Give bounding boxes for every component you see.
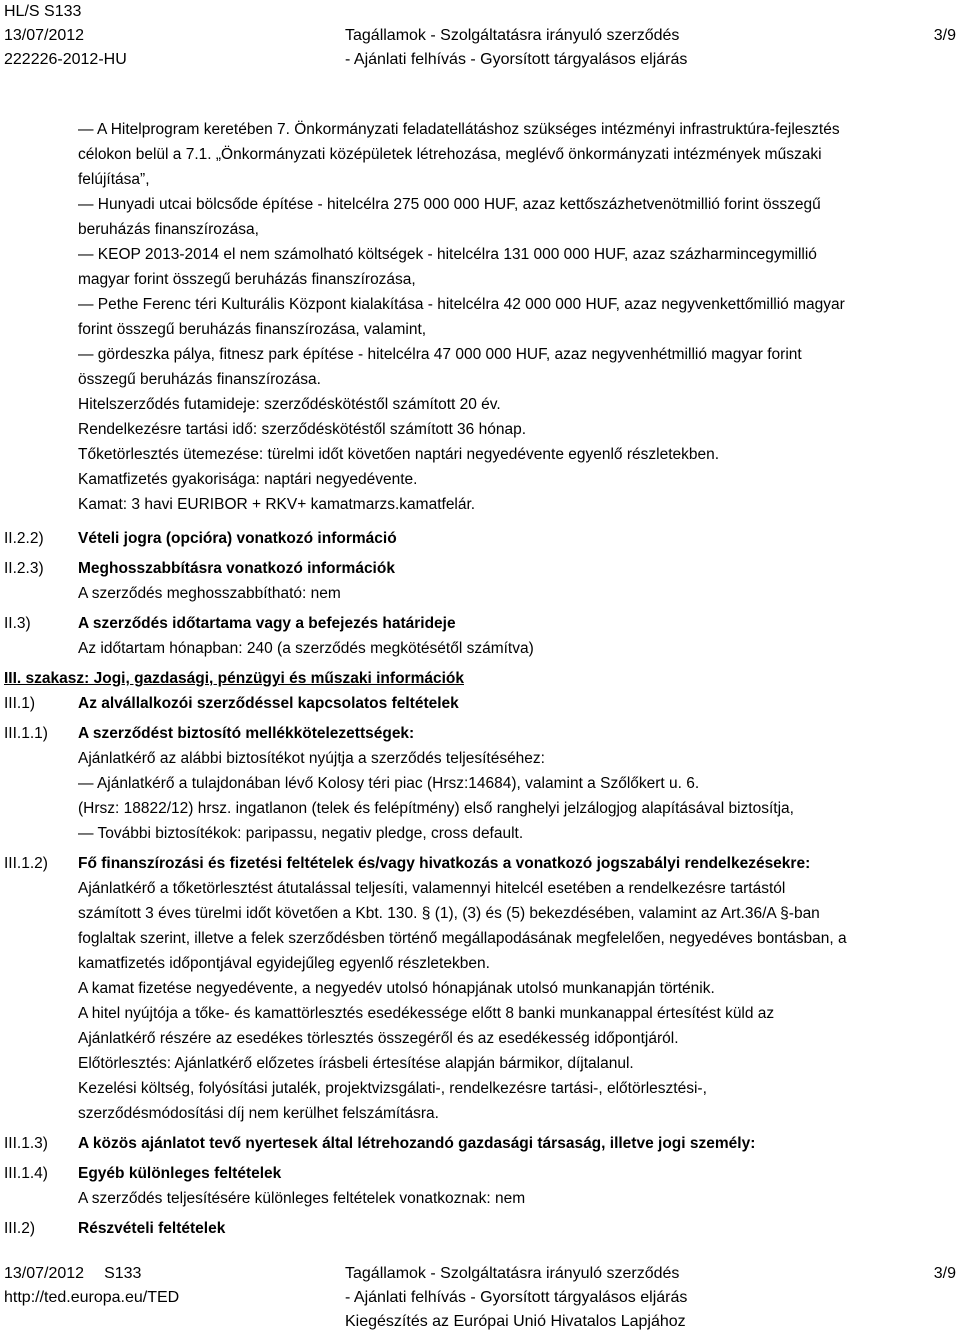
text-line: Kezelési költség, folyósítási jutalék, projektvizsgálati-, rendelkezésre tartási-, előtörlesztési-,: [78, 1080, 707, 1097]
text-line: Hitelszerződés futamideje: szerződéskötéstől számított 20 év.: [78, 396, 501, 413]
paragraph: [4, 392, 956, 417]
footer-title-line2: - Ajánlati felhívás - Gyorsított tárgyalásos eljárás: [345, 1289, 688, 1306]
paragraph: [4, 876, 956, 901]
text-line: Ajánlatkérő az alábbi biztosítékot nyújtja a szerződés teljesítéséhez:: [78, 750, 545, 767]
text-line: Az időtartam hónapban: 240 (a szerződés megkötésétől számítva): [78, 640, 534, 657]
paragraph: [4, 217, 956, 242]
text-line: Kamat: 3 havi EURIBOR + RKV+ kamatmarzs.kamatfelár.: [78, 496, 476, 513]
footer-date: 13/07/2012: [4, 1265, 85, 1282]
section-title: A szerződés időtartama vagy a befejezés határideje: [78, 615, 456, 632]
paragraph: [4, 796, 956, 821]
footer-title-line1: Tagállamok - Szolgáltatásra irányuló szerződés: [345, 1265, 680, 1282]
section-iii-1-1: [4, 721, 956, 746]
section-iii-2: [4, 1216, 956, 1241]
paragraph: [4, 292, 956, 317]
paragraph: [4, 367, 956, 392]
text-line: A szerződés teljesítésére különleges feltételek vonatkoznak: nem: [78, 1190, 526, 1207]
section-number: III.1.1): [4, 725, 48, 742]
section-number: II.2.3): [4, 560, 44, 577]
text-line: felújítása”,: [78, 171, 150, 188]
journal-ref: HL/S S133: [4, 3, 82, 20]
paragraph: [4, 976, 956, 1001]
paragraph: [4, 926, 956, 951]
header-date: 13/07/2012: [4, 27, 85, 44]
section-number: III.1.4): [4, 1165, 48, 1182]
section-title: Egyéb különleges feltételek: [78, 1165, 282, 1182]
paragraph: [4, 142, 956, 167]
part-title: III. szakasz: Jogi, gazdasági, pénzügyi és műszaki információk: [4, 670, 464, 687]
paragraph: [4, 117, 956, 142]
section-number: III.1.2): [4, 855, 48, 872]
document-id: 222226-2012-HU: [4, 51, 127, 68]
paragraph: [4, 1001, 956, 1026]
text-line: forint összegű beruházás finanszírozása, valamint,: [78, 321, 427, 338]
paragraph: [4, 1051, 956, 1076]
section-title: A közös ajánlatot tevő nyertesek által létrehozandó gazdasági társaság, illetve jogi személy:: [78, 1135, 756, 1152]
section-iii-heading: [4, 666, 956, 691]
text-line: számított 3 éves türelmi időt követően a Kbt. 130. § (1), (3) és (5) bekezdésében, valamint az Art.36/A §-ban: [78, 905, 820, 922]
section-title: Az alvállalkozói szerződéssel kapcsolatos feltételek: [78, 695, 459, 712]
paragraph: [4, 901, 956, 926]
paragraph: [4, 467, 956, 492]
section-number: II.3): [4, 615, 31, 632]
text-line: összegű beruházás finanszírozása.: [78, 371, 321, 388]
paragraph: [4, 1101, 956, 1126]
section-iii-1-2: [4, 851, 956, 876]
footer-page-number: 3/9: [933, 1265, 956, 1282]
section-iii-1-4: [4, 1161, 956, 1186]
paragraph: [4, 746, 956, 771]
text-line: beruházás finanszírozása,: [78, 221, 259, 238]
paragraph: [4, 1076, 956, 1101]
footer-title: [345, 1262, 687, 1334]
paragraph: [4, 417, 956, 442]
paragraph: [4, 636, 956, 661]
text-line: — KEOP 2013-2014 el nem számolható költségek - hitelcélra 131 000 000 HUF, azaz százharmincegymillió: [78, 246, 817, 263]
footer-left: [4, 1262, 179, 1310]
footer-right: [934, 1262, 956, 1286]
text-line: — További biztosítékok: paripassu, negativ pledge, cross default.: [78, 825, 524, 842]
text-line: Kamatfizetés gyakorisága: naptári negyedévente.: [78, 471, 418, 488]
section-iii-1: [4, 691, 956, 716]
section-number: II.2.2): [4, 530, 44, 547]
section-ii-3: [4, 611, 956, 636]
text-line: A kamat fizetése negyedévente, a negyedév utolsó hónapjának utolsó munkanapján történik.: [78, 980, 715, 997]
text-line: Előtörlesztés: Ajánlatkérő előzetes írásbeli értesítése alapján bármikor, díjtalanul.: [78, 1055, 634, 1072]
paragraph: [4, 442, 956, 467]
text-line: — A Hitelprogram keretében 7. Önkormányzati feladatellátáshoz szükséges intézményi infrastruktúra-fejlesztés: [78, 121, 840, 138]
header-title-line2: - Ajánlati felhívás - Gyorsított tárgyalásos eljárás: [345, 51, 688, 68]
text-line: — Pethe Ferenc téri Kulturális Központ kialakítása - hitelcélra 42 000 000 HUF, azaz negyvenkettőmillió magyar: [78, 296, 845, 313]
paragraph: [4, 242, 956, 267]
paragraph: [4, 492, 956, 517]
text-line: A hitel nyújtója a tőke- és kamattörlesztés esedékessége előtt 8 banki munkanappal értesítést küld az: [78, 1005, 775, 1022]
text-line: célokon belül a 7.1. „Önkormányzati középületek létrehozása, meglévő önkormányzati intézmények műszaki: [78, 146, 822, 163]
header-title: [345, 0, 687, 72]
header-left: [4, 0, 127, 72]
text-line: — Hunyadi utcai bölcsőde építése - hitelcélra 275 000 000 HUF, azaz kettőszázhetvenötmillió forint összegű: [78, 196, 821, 213]
document-body: [4, 117, 956, 1241]
paragraph: [4, 771, 956, 796]
footer-series: S133: [104, 1265, 142, 1282]
paragraph: [4, 581, 956, 606]
section-iii-1-3: [4, 1131, 956, 1156]
section-title: Vételi jogra (opcióra) vonatkozó információ: [78, 530, 397, 547]
text-line: Ajánlatkérő részére az esedékes törlesztés összegéről és az esedékesség időpontjáról.: [78, 1030, 679, 1047]
header-title-line1: Tagállamok - Szolgáltatásra irányuló szerződés: [345, 27, 680, 44]
section-ii-2-3: [4, 556, 956, 581]
paragraph: [4, 1026, 956, 1051]
footer-url: http://ted.europa.eu/TED: [4, 1289, 180, 1306]
paragraph: [4, 821, 956, 846]
paragraph: [4, 267, 956, 292]
header-page-number: 3/9: [933, 27, 956, 44]
text-line: magyar forint összegű beruházás finanszírozása,: [78, 271, 416, 288]
text-line: foglaltak szerint, illetve a felek szerződésben történő megállapodásának megfelelően, negyedéves bontásban, a: [78, 930, 847, 947]
section-number: III.2): [4, 1220, 36, 1237]
paragraph: [4, 167, 956, 192]
text-line: — gördeszka pálya, fitnesz park építése - hitelcélra 47 000 000 HUF, azaz negyvenhétmillió magyar forint: [78, 346, 802, 363]
text-line: Rendelkezésre tartási idő: szerződéskötéstől számított 36 hónap.: [78, 421, 527, 438]
header-right: [934, 0, 956, 48]
section-title: Részvételi feltételek: [78, 1220, 226, 1237]
paragraph: [4, 1186, 956, 1211]
page-footer: [0, 1262, 960, 1334]
footer-title-line3: Kiegészítés az Európai Unió Hivatalos Lapjához: [345, 1313, 686, 1330]
text-line: (Hrsz: 18822/12) hrsz. ingatlanon (telek és felépítmény) első ranghelyi jelzálogjog alapításával biztosítja,: [78, 800, 794, 817]
paragraph: [4, 317, 956, 342]
text-line: kamatfizetés időpontjával egyidejűleg egyenlő részletekben.: [78, 955, 490, 972]
paragraph: [4, 342, 956, 367]
section-number: III.1.3): [4, 1135, 48, 1152]
text-line: szerződésmódosítási díj nem kerülhet felszámításra.: [78, 1105, 439, 1122]
text-line: — Ajánlatkérő a tulajdonában lévő Kolosy téri piac (Hrsz:14684), valamint a Szőlőkert u. 6.: [78, 775, 700, 792]
paragraph: [4, 951, 956, 976]
page-header: [0, 0, 960, 72]
section-ii-2-2: [4, 526, 956, 551]
section-title: Meghosszabbításra vonatkozó információk: [78, 560, 395, 577]
text-line: A szerződés meghosszabbítható: nem: [78, 585, 341, 602]
text-line: Tőketörlesztés ütemezése: türelmi időt követően naptári negyedévente egyenlő részletekben.: [78, 446, 720, 463]
text-line: Ajánlatkérő a tőketörlesztést átutalással teljesíti, valamennyi hitelcél esetében a rendelkezésre tartástól: [78, 880, 786, 897]
section-title: A szerződést biztosító mellékkötelezettségek:: [78, 725, 415, 742]
paragraph: [4, 192, 956, 217]
section-number: III.1): [4, 695, 36, 712]
section-title: Fő finanszírozási és fizetési feltételek és/vagy hivatkozás a vonatkozó jogszabályi rendelkezésekre:: [78, 855, 811, 872]
